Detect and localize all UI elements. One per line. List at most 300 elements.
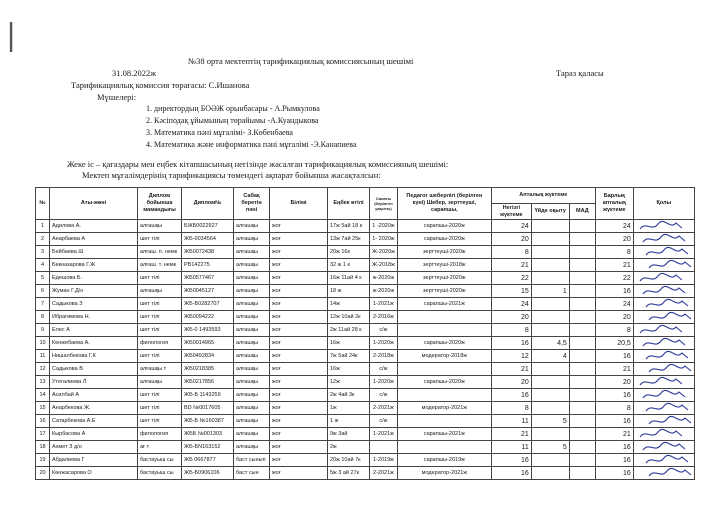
cell-category: Ж-2018ж (370, 259, 398, 272)
signature-cell (633, 337, 694, 350)
cell-spec: алғашқы (138, 376, 182, 389)
cell-total: 20 (595, 233, 633, 246)
cell-basic: 16 (491, 337, 531, 350)
cell-mad (569, 389, 595, 402)
signature-cell (633, 441, 694, 454)
cell-spec: ағ т (138, 441, 182, 454)
cell-experience: 13ж 7ай 25к (328, 233, 370, 246)
cell-total: 16 (595, 441, 633, 454)
cell-experience: 7ж 5ай 24к (328, 350, 370, 363)
cell-mad (569, 272, 595, 285)
cell-home: 5 (531, 415, 569, 428)
cell-category: 2-2021ж (370, 402, 398, 415)
cell-basic: 20 (491, 311, 531, 324)
cell-spec: алғашқы т (138, 363, 182, 376)
cell-category: 2-2021ж (370, 467, 398, 480)
table-header-row (36, 188, 695, 204)
table-row (36, 441, 695, 454)
cell-education: жоғ (270, 454, 328, 467)
cell-home: 1 (531, 285, 569, 298)
cell-home: 4 (531, 350, 569, 363)
cell-basic: 15 (491, 285, 531, 298)
cell-category: 1-2020ж (370, 376, 398, 389)
cell-subject: баст сынып (234, 454, 270, 467)
cell-basic: 12 (491, 350, 531, 363)
cell-education: жоғ (270, 467, 328, 480)
cell-spec: шет тілі (138, 272, 182, 285)
cell-category: ж-2020ж (370, 272, 398, 285)
handwritten-signature (636, 324, 692, 336)
cell-diploma: ЖБ-Б №160387 (182, 415, 234, 428)
cell-diploma: ЖБ0577467 (182, 272, 234, 285)
cell-name: Ахмет З д/о (50, 441, 138, 454)
header-diploma: Диплом№ (182, 188, 234, 220)
cell-category: с/ж (370, 363, 398, 376)
cell-mad (569, 376, 595, 389)
cell-name: Бекназарова Г.Ж (50, 259, 138, 272)
cell-category: ж-2020ж (370, 285, 398, 298)
cell-name: Көнжасарова О (50, 467, 138, 480)
cell-ped: сарапшы-2021ж (397, 428, 491, 441)
cell-no: 16 (36, 415, 50, 428)
cell-basic: 21 (491, 428, 531, 441)
signature-cell (633, 454, 694, 467)
signature-cell (633, 415, 694, 428)
cell-ped: сарапшы-2020ж (397, 376, 491, 389)
cell-category: 1-2020ж (370, 337, 398, 350)
cell-education: жоғ (270, 415, 328, 428)
handwritten-signature (636, 233, 692, 245)
cell-experience: 12ж 10ай 2к (328, 311, 370, 324)
cell-basic: 24 (491, 298, 531, 311)
table-row (36, 376, 695, 389)
table-row (36, 220, 695, 233)
commission-chair: Тарификациялық комиссия төрағасы: С.Ишанова (71, 80, 250, 90)
header-name: Аты-жөні (50, 188, 138, 220)
cell-spec: филология (138, 337, 182, 350)
cell-no: 13 (36, 376, 50, 389)
signature-cell (633, 298, 694, 311)
cell-ped: зерттеуші-2018ж (397, 259, 491, 272)
cell-name: Адилова А. (50, 220, 138, 233)
cell-ped (397, 389, 491, 402)
cell-no: 19 (36, 454, 50, 467)
cell-experience: 9ж 3ай (328, 428, 370, 441)
cell-diploma: ЖБ0492834 (182, 350, 234, 363)
cell-subject: алғашқы (234, 337, 270, 350)
cell-mad (569, 311, 595, 324)
cell-no: 10 (36, 337, 50, 350)
cell-name: Ибрагимова Н. (50, 311, 138, 324)
header-mad: МАД (569, 204, 595, 220)
cell-mad (569, 259, 595, 272)
header-education: Білімі (270, 188, 328, 220)
cell-name: Жуман Г.Д/о (50, 285, 138, 298)
cell-diploma: БЖБ0022927 (182, 220, 234, 233)
cell-subject: алғашқы (234, 402, 270, 415)
header-signature: Қолы (633, 188, 694, 220)
cell-diploma: ВD №0017605 (182, 402, 234, 415)
handwritten-signature (636, 454, 692, 466)
cell-no: 4 (36, 259, 50, 272)
cell-subject: алғашқы (234, 324, 270, 337)
cell-spec: филология (138, 428, 182, 441)
cell-experience: 14ж (328, 298, 370, 311)
cell-basic: 24 (491, 220, 531, 233)
cell-ped (397, 441, 491, 454)
cell-name: Сатарбекова А.Е (50, 415, 138, 428)
cell-no: 11 (36, 350, 50, 363)
cell-total: 21 (595, 363, 633, 376)
signature-cell (633, 467, 694, 480)
cell-ped: зерттеуші-2020ж (397, 285, 491, 298)
cell-name: Садыкова З (50, 298, 138, 311)
cell-name: Нишалбекова Г.К (50, 350, 138, 363)
header-category: Санаты (берілген уақыты) (370, 188, 398, 220)
cell-category: 2-2018ж (370, 350, 398, 363)
table-row (36, 285, 695, 298)
cell-category: 1- 2020ж (370, 233, 398, 246)
cell-education: жоғ (270, 337, 328, 350)
cell-category: 1-2021ж (370, 428, 398, 441)
cell-experience: 2ж 11ай 28 к (328, 324, 370, 337)
cell-subject: алғашқы (234, 376, 270, 389)
cell-home (531, 233, 569, 246)
cell-home (531, 246, 569, 259)
cell-no: 14 (36, 389, 50, 402)
cell-name: Анарбаева А (50, 233, 138, 246)
signature-cell (633, 259, 694, 272)
cell-name: Едешова Б. (50, 272, 138, 285)
cell-basic: 20 (491, 376, 531, 389)
table-row (36, 363, 695, 376)
cell-spec: шет тілі (138, 415, 182, 428)
handwritten-signature (636, 246, 692, 258)
cell-mad (569, 285, 595, 298)
table-row (36, 246, 695, 259)
header-total: Барлық апталық жүктеме (595, 188, 633, 220)
cell-total: 24 (595, 298, 633, 311)
cell-basic: 11 (491, 441, 531, 454)
cell-education: жоғ (270, 402, 328, 415)
cell-total: 8 (595, 246, 633, 259)
cell-ped (397, 363, 491, 376)
cell-total: 24 (595, 220, 633, 233)
cell-mad (569, 363, 595, 376)
cell-total: 16 (595, 467, 633, 480)
handwritten-signature (636, 298, 692, 310)
cell-diploma: ЖБ0072438 (182, 246, 234, 259)
cell-spec: шет тілі (138, 389, 182, 402)
cell-basic: 22 (491, 272, 531, 285)
cell-experience: 17ж 5ай 18 к (328, 220, 370, 233)
cell-basic: 8 (491, 246, 531, 259)
cell-total: 20 (595, 311, 633, 324)
cell-home: 4,5 (531, 337, 569, 350)
cell-diploma: РВ142275 (182, 259, 234, 272)
cell-mad (569, 428, 595, 441)
cell-total: 21 (595, 259, 633, 272)
cell-total: 20 (595, 376, 633, 389)
signature-cell (633, 376, 694, 389)
header-basic: Негізгі жүктеме (491, 204, 531, 220)
cell-category: 2-2016ж (370, 311, 398, 324)
cell-total: 16 (595, 350, 633, 363)
cell-category: 1-2019ж (370, 454, 398, 467)
cell-ped: сарапшы-2021ж (397, 298, 491, 311)
header-no: № (36, 188, 50, 220)
members-label: Мүшелері: (97, 92, 137, 102)
cell-subject: алғашқы (234, 298, 270, 311)
cell-basic: 21 (491, 363, 531, 376)
signature-cell (633, 233, 694, 246)
cell-spec: алғашқы (138, 220, 182, 233)
handwritten-signature (636, 220, 692, 232)
member-item: 3. Математика пәні мұғалімі- З.Көбенбаева (146, 128, 293, 137)
cell-diploma: ЖБ0094222 (182, 311, 234, 324)
cell-spec: шет тілі (138, 402, 182, 415)
cell-subject: алғашқы (234, 350, 270, 363)
table-row (36, 389, 695, 402)
tarification-table (35, 187, 695, 480)
cell-basic: 16 (491, 467, 531, 480)
cell-mad (569, 454, 595, 467)
handwritten-signature (636, 389, 692, 401)
header-ped: Педагог шеберлігі (берілген күні) Шебер, зерттеуші, сарапшы, (397, 188, 491, 220)
cell-home (531, 428, 569, 441)
cell-education: жоғ (270, 233, 328, 246)
cell-education: жоғ (270, 376, 328, 389)
cell-no: 7 (36, 298, 50, 311)
cell-diploma: ЖБ-Б 1143259 (182, 389, 234, 402)
cell-mad (569, 415, 595, 428)
cell-home (531, 363, 569, 376)
cell-spec: шет тілі (138, 298, 182, 311)
cell-subject: алғашқы (234, 285, 270, 298)
cell-diploma: ЖБ0045127 (182, 285, 234, 298)
cell-education: жоғ (270, 428, 328, 441)
cell-mad (569, 350, 595, 363)
margin-mark: | (6, 18, 17, 53)
cell-mad (569, 337, 595, 350)
cell-basic: 16 (491, 454, 531, 467)
cell-ped (397, 324, 491, 337)
cell-no: 3 (36, 246, 50, 259)
cell-experience: 5ж 3 ай 27к (328, 467, 370, 480)
cell-no: 18 (36, 441, 50, 454)
cell-experience: 32 ж 1 к (328, 259, 370, 272)
table-row (36, 454, 695, 467)
cell-education: жоғ (270, 363, 328, 376)
cell-diploma: ЖБ0014965 (182, 337, 234, 350)
cell-basic: 21 (491, 259, 531, 272)
member-item: 1. директордың БОӘЖ орынбасары - А.Рымкулова (146, 104, 320, 113)
cell-home (531, 324, 569, 337)
header-experience: Еңбек өтілі (328, 188, 370, 220)
cell-home (531, 298, 569, 311)
cell-subject: алғашқы (234, 389, 270, 402)
table-row (36, 259, 695, 272)
cell-experience: 1ж (328, 402, 370, 415)
cell-total: 20,5 (595, 337, 633, 350)
cell-mad (569, 402, 595, 415)
signature-cell (633, 220, 694, 233)
cell-total: 16 (595, 285, 633, 298)
cell-spec: алғаш. п. немк (138, 246, 182, 259)
cell-experience: 16ж (328, 363, 370, 376)
cell-education: жоғ (270, 259, 328, 272)
member-item: 4. Математика және информатика пәні мұғалімі -Э.Канапиева (146, 140, 357, 149)
table-row (36, 298, 695, 311)
cell-mad (569, 298, 595, 311)
cell-subject: алғашқы (234, 311, 270, 324)
cell-ped: зерттеуші-2020ж (397, 246, 491, 259)
cell-ped: сарапшы-2020ж (397, 337, 491, 350)
intro-line-2: Мектеп мұғалімдерінің тарификациясы төмендегі ақпарат бойынша жасақталсын: (82, 170, 381, 180)
table-row (36, 415, 695, 428)
table-row (36, 337, 695, 350)
cell-education: жоғ (270, 389, 328, 402)
cell-diploma: ЖБ 0667877 (182, 454, 234, 467)
cell-spec: алғаш. т. немк (138, 259, 182, 272)
cell-subject: алғашқы (234, 415, 270, 428)
cell-home (531, 311, 569, 324)
members-list (146, 103, 357, 151)
cell-total: 16 (595, 415, 633, 428)
handwritten-signature (636, 467, 692, 479)
signature-cell (633, 285, 694, 298)
cell-name: Кырбасова А (50, 428, 138, 441)
cell-spec: шет тілі (138, 324, 182, 337)
table-row (36, 402, 695, 415)
table-row (36, 311, 695, 324)
document-city: Тараз қаласы (556, 68, 604, 78)
cell-experience: 16ж 11ай 4 к (328, 272, 370, 285)
cell-home (531, 272, 569, 285)
handwritten-signature (636, 441, 692, 453)
cell-no: 2 (36, 233, 50, 246)
cell-subject: алғашқы (234, 246, 270, 259)
cell-mad (569, 467, 595, 480)
cell-ped: сарапшы-2020ж (397, 220, 491, 233)
cell-no: 1 (36, 220, 50, 233)
cell-no: 12 (36, 363, 50, 376)
cell-basic: 8 (491, 402, 531, 415)
cell-total: 22 (595, 272, 633, 285)
cell-mad (569, 441, 595, 454)
cell-education: жоғ (270, 298, 328, 311)
cell-name: Утегалиева Л (50, 376, 138, 389)
cell-no: 6 (36, 285, 50, 298)
cell-experience: 20ж 10ай 7к (328, 454, 370, 467)
cell-home (531, 220, 569, 233)
cell-category: с/ж (370, 415, 398, 428)
cell-education: жоғ (270, 246, 328, 259)
cell-spec: бастауыш сы (138, 467, 182, 480)
header-weekly: Апталық жүктеме (491, 188, 595, 204)
handwritten-signature (636, 311, 692, 323)
member-item: 2. Кәсіподақ ұйымының төрайымы -А.Куандыкова (146, 116, 319, 125)
cell-name: Кенжебаева А. (50, 337, 138, 350)
cell-name: Асилбай А (50, 389, 138, 402)
cell-total: 16 (595, 454, 633, 467)
header-home: Үйде оқыту (531, 204, 569, 220)
cell-diploma: ЖБ-БN163152 (182, 441, 234, 454)
handwritten-signature (636, 285, 692, 297)
signature-cell (633, 246, 694, 259)
cell-spec: шет тілі (138, 233, 182, 246)
cell-basic: 16 (491, 389, 531, 402)
signature-cell (633, 402, 694, 415)
header-subject: Сабақ беретін пәні (234, 188, 270, 220)
cell-education: жоғ (270, 350, 328, 363)
cell-spec: бастауыш сы (138, 454, 182, 467)
cell-name: Елес А (50, 324, 138, 337)
cell-category: 1 -2020ж (370, 220, 398, 233)
cell-experience: 2ж 4ай 3к (328, 389, 370, 402)
cell-diploma: ЖБ-0034564 (182, 233, 234, 246)
cell-name: Садыкова В (50, 363, 138, 376)
cell-experience: 2ж (328, 441, 370, 454)
cell-ped: модератор-2018ж (397, 350, 491, 363)
cell-home (531, 389, 569, 402)
cell-home (531, 454, 569, 467)
signature-cell (633, 428, 694, 441)
cell-experience: 1 ж (328, 415, 370, 428)
cell-category: Ж-2020ж (370, 246, 398, 259)
handwritten-signature (636, 428, 692, 440)
cell-spec: шет тілі (138, 311, 182, 324)
table-row (36, 350, 695, 363)
cell-ped: сарапшы-2019ж (397, 454, 491, 467)
cell-category: 1-2021ж (370, 298, 398, 311)
cell-ped: модератор-2021ж (397, 467, 491, 480)
cell-home (531, 259, 569, 272)
cell-home (531, 376, 569, 389)
cell-category: с/ж (370, 389, 398, 402)
cell-total: 16 (595, 389, 633, 402)
signature-cell (633, 389, 694, 402)
cell-education: жоғ (270, 311, 328, 324)
cell-basic: 11 (491, 415, 531, 428)
handwritten-signature (636, 259, 692, 271)
handwritten-signature (636, 337, 692, 349)
cell-diploma: ЖБ-Б0906106 (182, 467, 234, 480)
handwritten-signature (636, 363, 692, 375)
cell-experience: 18 ж (328, 285, 370, 298)
table-row (36, 428, 695, 441)
cell-ped (397, 415, 491, 428)
cell-name: Бейбаева Ш (50, 246, 138, 259)
cell-home (531, 467, 569, 480)
cell-mad (569, 324, 595, 337)
cell-no: 8 (36, 311, 50, 324)
signature-cell (633, 350, 694, 363)
cell-diploma: ЖБ-0 1493593 (182, 324, 234, 337)
cell-mad (569, 220, 595, 233)
table-row (36, 324, 695, 337)
cell-no: 5 (36, 272, 50, 285)
cell-education: жоғ (270, 324, 328, 337)
signature-cell (633, 324, 694, 337)
cell-diploma: ЖБ-Б0282707 (182, 298, 234, 311)
cell-ped: модератор-2021ж (397, 402, 491, 415)
handwritten-signature (636, 415, 692, 427)
cell-home: 5 (531, 441, 569, 454)
signature-cell (633, 363, 694, 376)
handwritten-signature (636, 350, 692, 362)
cell-subject: алғашқы (234, 233, 270, 246)
